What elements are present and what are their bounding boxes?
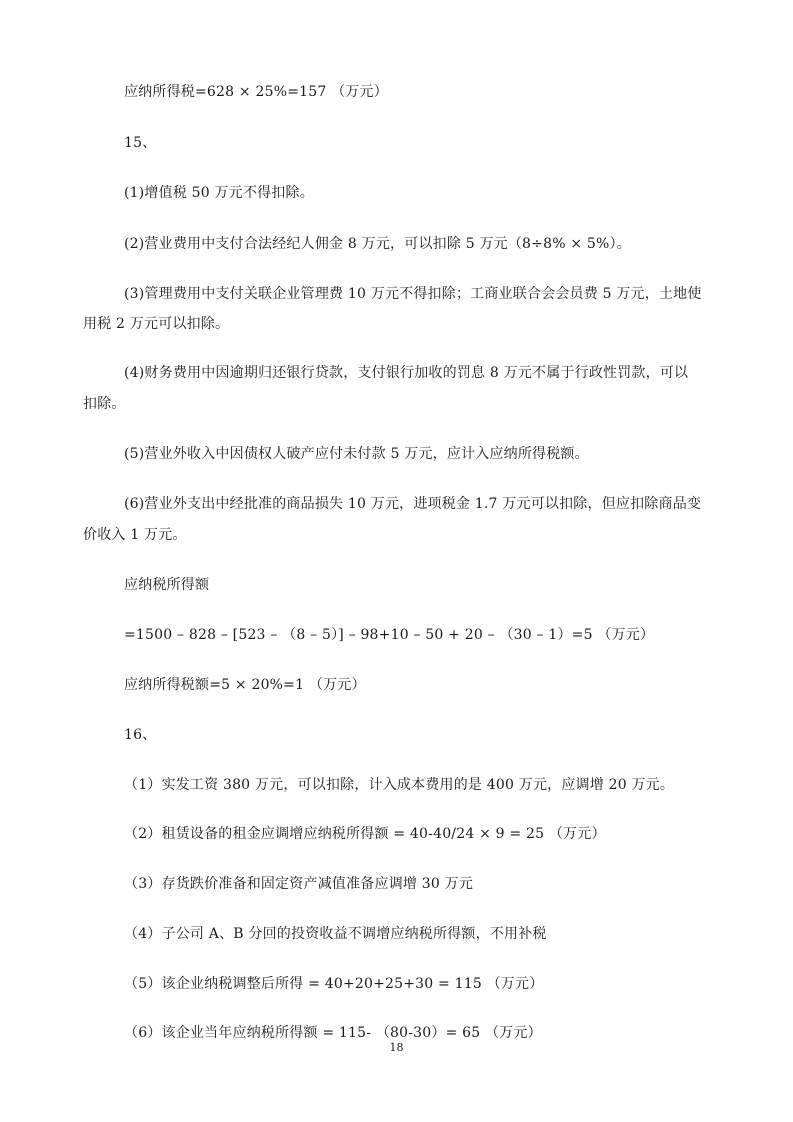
text-line-item-4-cont: 扣除。 [83,396,126,412]
text-line-item-3-cont: 用税 2 万元可以扣除。 [83,316,230,332]
text-line-taxable-income-label: 应纳税所得额 [124,577,210,593]
text-line-item-6-cont: 价收入 1 万元。 [83,527,187,543]
section-heading-15: 15、 [124,135,157,151]
text-line-q16-item-5: （5）该企业纳税调整后所得 = 40+20+25+30 = 115 （万元） [124,976,544,992]
text-line-item-4: (4)财务费用中因逾期归还银行贷款，支付银行加收的罚息 8 万元不属于行政性罚款，可以 [124,365,689,381]
section-heading-16: 16、 [124,727,157,743]
text-line-q16-item-2: （2）租赁设备的租金应调增应纳税所得额 = 40-40/24 × 9 = 25 （万元） [124,826,606,842]
text-line-tax-payable: 应纳所得税=628 × 25%=157 （万元） [124,84,388,100]
text-line-item-1: (1)增值税 50 万元不得扣除。 [124,185,314,201]
text-line-taxable-income-formula: =1500 – 828 – [523 – （8 – 5）] – 98+10 – 50 + 20 – （30 – 1）=5 （万元） [124,627,655,643]
text-line-item-5: (5)营业外收入中因债权人破产应付未付款 5 万元，应计入应纳所得税额。 [124,446,589,462]
text-line-item-6: (6)营业外支出中经批准的商品损失 10 万元，进项税金 1.7 万元可以扣除，但应扣除商品变 [124,496,702,512]
text-line-q16-item-1: （1）实发工资 380 万元，可以扣除，计入成本费用的是 400 万元，应调增 20 万元。 [124,777,675,793]
text-line-item-3: (3)管理费用中支付关联企业管理费 10 万元不得扣除；工商业联合会会员费 5 万元，土地使 [124,286,702,302]
text-line-q16-item-4: （4）子公司 A、B 分回的投资收益不调增应纳税所得额，不用补税 [124,926,547,942]
text-line-q16-item-3: （3）存货跌价准备和固定资产减值准备应调增 30 万元 [124,876,474,892]
page-number: 18 [389,1041,404,1054]
text-line-item-2: (2)营业费用中支付合法经纪人佣金 8 万元，可以扣除 5 万元（8÷8% × 5%）。 [124,236,631,252]
text-line-q16-item-6: （6）该企业当年应纳税所得额 = 115- （80-30）= 65 （万元） [124,1025,542,1041]
text-line-tax-result: 应纳所得税额=5 × 20%=1 （万元） [124,677,366,693]
